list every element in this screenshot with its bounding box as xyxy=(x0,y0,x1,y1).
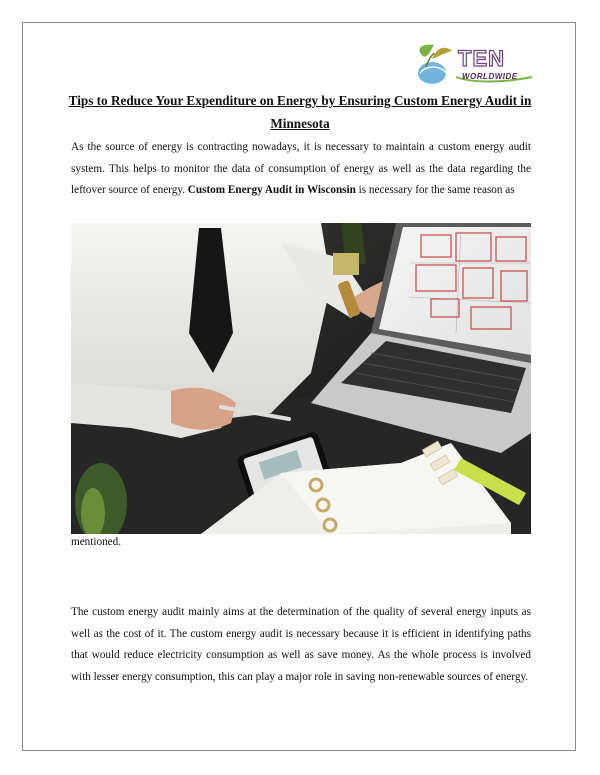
document-title: Tips to Reduce Your Expenditure on Energy by Ensuring Custom Energy Audit in Minnesota xyxy=(68,93,532,131)
intro-paragraph xyxy=(71,137,531,202)
leaf-globe-icon xyxy=(418,45,452,84)
body-paragraph: The custom energy audit mainly aims at the determination of the quality of several energy inputs as well as the cost of it. The custom energy audit is necessary because it is efficient in identifying paths that would reduce electricity consumption as well as save money. As the whole process is involved with lesser energy consumption, this can play a major role in saving non-renewable sources of energy. xyxy=(71,606,531,683)
office-photo xyxy=(71,223,531,534)
intro-paragraph-continuation: mentioned. xyxy=(71,536,122,548)
logo-brand-bottom: WORLDWIDE xyxy=(462,72,518,81)
intro-text-end: is necessary for the same reason as xyxy=(355,184,515,196)
intro-bold-phrase: Custom Energy Audit in Wisconsin xyxy=(187,184,356,196)
intro-text-start: As the source of energy is contracting nowadays, it is necessary to maintain a custom energy audit system. This helps to monitor the data of consumption of energy as well as the data regarding the leftover source of energy. xyxy=(71,141,531,196)
logo-brand-top: TEN xyxy=(458,46,505,71)
